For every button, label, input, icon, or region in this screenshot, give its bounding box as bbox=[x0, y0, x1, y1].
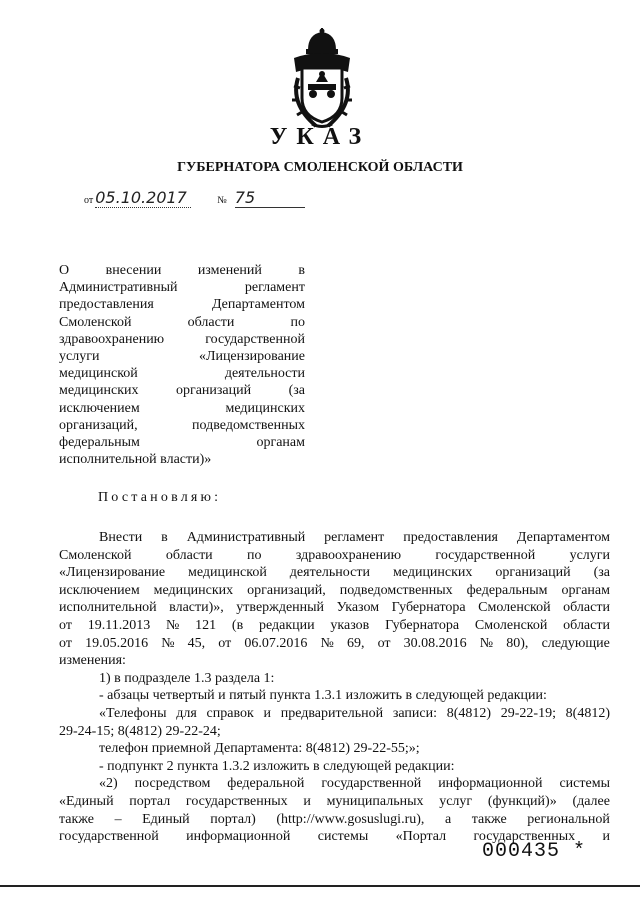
subject-word: Департаментом bbox=[211, 297, 305, 313]
body-word: федеральным bbox=[466, 582, 548, 598]
subject-line bbox=[59, 314, 305, 331]
subject-word: в bbox=[298, 263, 305, 278]
body-word: Департаментом bbox=[516, 530, 610, 545]
body-word: (http://www.gosuslugi.ru), bbox=[276, 811, 425, 827]
body-line bbox=[59, 687, 610, 705]
body-word: 80), bbox=[506, 635, 529, 651]
subject-word: (за bbox=[288, 383, 305, 399]
subject-word: исключением bbox=[59, 400, 140, 416]
subject-word: органам bbox=[256, 435, 305, 451]
body-word: деятельности bbox=[289, 565, 370, 581]
body-line bbox=[59, 599, 610, 617]
subject-word: государственной bbox=[205, 331, 305, 347]
body-word: № bbox=[320, 635, 334, 651]
body-word: Административный bbox=[186, 530, 306, 545]
subject-line bbox=[59, 296, 305, 313]
body-word: «2) bbox=[99, 776, 118, 792]
body-word: Единый bbox=[142, 811, 190, 827]
subject-word: федеральным bbox=[59, 435, 140, 451]
body-word: органам bbox=[561, 582, 610, 598]
body-word: (за bbox=[593, 565, 610, 581]
body-word: утвержденный bbox=[236, 600, 325, 616]
subject-word: предоставления bbox=[59, 297, 154, 313]
body-word: записи: bbox=[392, 705, 438, 721]
body-word: Смоленской bbox=[474, 617, 548, 633]
body-word: Губернатора bbox=[385, 617, 460, 633]
decree-body bbox=[59, 529, 610, 846]
body-word: государственной bbox=[435, 547, 536, 563]
body-word: предварительной bbox=[280, 705, 384, 721]
bottom-rule bbox=[0, 885, 640, 887]
body-word: информационной bbox=[438, 776, 543, 792]
body-word: системы bbox=[559, 776, 610, 792]
body-line bbox=[59, 547, 610, 565]
subject-line bbox=[59, 451, 305, 468]
subject-line bbox=[59, 262, 305, 279]
body-line bbox=[59, 564, 610, 582]
body-line bbox=[59, 811, 610, 829]
body-line bbox=[59, 617, 610, 635]
subject-line bbox=[59, 365, 305, 382]
body-line bbox=[59, 582, 610, 600]
body-line bbox=[59, 705, 610, 723]
body-word: медицинской bbox=[188, 565, 267, 581]
subject-word: по bbox=[290, 314, 305, 330]
body-word: указов bbox=[330, 617, 370, 633]
body-word: от bbox=[377, 635, 391, 651]
body-word: области bbox=[165, 547, 213, 563]
body-word: области bbox=[563, 600, 610, 616]
number-value: 75 bbox=[235, 188, 305, 208]
body-word: государственных bbox=[185, 793, 288, 809]
body-word: области bbox=[563, 617, 610, 633]
subject-word: подведомственных bbox=[192, 417, 305, 433]
date-value: 05.10.2017 bbox=[95, 188, 191, 208]
body-word: (функций)» bbox=[487, 793, 557, 809]
body-line bbox=[59, 529, 610, 547]
coat-of-arms-icon bbox=[286, 28, 358, 130]
body-word: «Портал bbox=[395, 829, 447, 845]
body-word: организаций bbox=[495, 565, 571, 581]
body-word: Смоленской bbox=[478, 600, 551, 616]
subject-word: здравоохранению bbox=[59, 331, 165, 347]
subject-word: внесении bbox=[105, 263, 162, 278]
body-word: 19.11.2013 bbox=[87, 617, 151, 633]
body-word: услуг bbox=[439, 793, 473, 809]
body-word: от bbox=[59, 635, 72, 651]
body-word: 29-24-15; 8(4812) 29-22-24; bbox=[59, 723, 221, 739]
body-word: от bbox=[218, 635, 232, 651]
body-word: «Телефоны bbox=[99, 705, 167, 721]
body-word: - подпункт 2 пункта 1.3.2 изложить в следующей редакции: bbox=[99, 758, 455, 774]
body-word: 1) в подразделе 1.3 раздела 1: bbox=[99, 670, 275, 686]
body-word: власти)», bbox=[169, 600, 224, 616]
dateline bbox=[84, 188, 305, 208]
body-word: редакции bbox=[258, 617, 315, 633]
body-line bbox=[59, 652, 610, 670]
body-word: в bbox=[161, 530, 168, 545]
body-word: посредством bbox=[134, 776, 211, 792]
serial-number: 000435 * bbox=[482, 840, 587, 863]
body-word: портал bbox=[129, 793, 171, 809]
subject-word: области bbox=[187, 314, 235, 330]
subject-word: Административный bbox=[59, 280, 178, 296]
body-line bbox=[59, 758, 610, 776]
body-word: 69, bbox=[346, 635, 365, 651]
body-word: № bbox=[165, 617, 180, 633]
body-word: по bbox=[247, 547, 262, 563]
body-word: информационной bbox=[186, 829, 291, 845]
body-line bbox=[59, 723, 610, 741]
body-word: федеральной bbox=[227, 776, 305, 792]
body-word: регламент bbox=[324, 530, 385, 545]
body-word: 121 bbox=[195, 617, 217, 633]
body-word: организаций, bbox=[247, 582, 326, 598]
body-word: «Лицензирование bbox=[59, 565, 166, 581]
body-line bbox=[59, 793, 610, 811]
body-word: и bbox=[303, 793, 311, 809]
body-word: портал) bbox=[210, 811, 256, 827]
body-word: исполнительной bbox=[59, 600, 157, 616]
date-label: от bbox=[84, 195, 94, 206]
body-word: - абзацы четвертый и пятый пункта 1.3.1 изложить в следующей редакции: bbox=[99, 688, 547, 704]
body-word: 30.08.2016 bbox=[403, 635, 467, 651]
body-word: также bbox=[59, 811, 95, 827]
body-word: муниципальных bbox=[326, 793, 424, 809]
subject-word: организаций, bbox=[59, 417, 138, 433]
body-line bbox=[59, 635, 610, 653]
subject-word: О bbox=[59, 263, 70, 278]
body-word: № bbox=[479, 635, 494, 651]
subject-block bbox=[59, 262, 305, 468]
subject-line bbox=[59, 331, 305, 348]
body-word: 45, bbox=[187, 635, 206, 651]
subject-line bbox=[59, 348, 305, 365]
body-word: изменения: bbox=[59, 653, 126, 669]
body-word: для bbox=[176, 705, 197, 721]
body-word: 8(4812) bbox=[565, 705, 610, 721]
body-word: 29-22-19; bbox=[500, 705, 556, 721]
body-word: а bbox=[444, 811, 452, 827]
body-word: и bbox=[602, 829, 610, 845]
body-word: государственных bbox=[473, 829, 576, 845]
body-line bbox=[59, 670, 610, 688]
body-word: от bbox=[59, 617, 72, 633]
body-word: следующие bbox=[541, 635, 610, 651]
body-word: Губернатора bbox=[391, 600, 466, 616]
subject-word: регламент bbox=[244, 280, 305, 296]
body-word: медицинских bbox=[153, 582, 234, 598]
body-word: системы bbox=[317, 829, 369, 845]
body-word: исключением bbox=[59, 582, 140, 598]
body-word: Внести bbox=[99, 530, 143, 545]
body-word: государственной bbox=[59, 829, 159, 845]
subject-word: медицинских bbox=[225, 400, 305, 416]
body-word: медицинских bbox=[392, 565, 473, 581]
body-word: телефон приемной Департамента: 8(4812) 29-22-55;»; bbox=[99, 741, 420, 757]
body-word: «Единый bbox=[59, 793, 114, 809]
subject-word: изменений bbox=[197, 263, 262, 278]
body-word: справок bbox=[206, 705, 254, 721]
body-word: региональной bbox=[527, 811, 610, 827]
body-word: государственной bbox=[321, 776, 422, 792]
number-label: № bbox=[217, 195, 227, 206]
body-word: и bbox=[263, 705, 271, 721]
body-word: Указом bbox=[336, 600, 380, 616]
body-word: 06.07.2016 bbox=[244, 635, 308, 651]
body-word: (в bbox=[231, 617, 244, 633]
subject-line bbox=[59, 400, 305, 417]
subject-line bbox=[59, 417, 305, 434]
body-word: 19.05.2016 bbox=[85, 635, 149, 651]
subject-line bbox=[59, 434, 305, 451]
decree-word: Постановляю: bbox=[98, 490, 222, 505]
body-word: здравоохранению bbox=[295, 547, 402, 563]
page-title: УКАЗ bbox=[269, 124, 371, 150]
body-word: 8(4812) bbox=[446, 705, 492, 721]
subject-word: медицинской bbox=[59, 366, 138, 382]
subject-word: медицинских bbox=[59, 383, 139, 399]
body-word: также bbox=[471, 811, 507, 827]
subject-word: Смоленской bbox=[59, 314, 132, 330]
subject-line bbox=[59, 279, 305, 296]
subject-word: исполнительной власти)» bbox=[59, 452, 212, 468]
body-word: (далее bbox=[572, 793, 610, 809]
subject-word: услуги bbox=[59, 349, 100, 365]
body-line bbox=[59, 740, 610, 758]
subject-line bbox=[59, 382, 305, 399]
subject-word: организаций bbox=[175, 383, 252, 399]
body-word: услуги bbox=[569, 547, 610, 563]
body-word: – bbox=[114, 811, 122, 827]
body-line bbox=[59, 775, 610, 793]
body-word: Смоленской bbox=[59, 547, 132, 563]
subject-word: «Лицензирование bbox=[198, 349, 305, 365]
page-subtitle: ГУБЕРНАТОРА СМОЛЕНСКОЙ ОБЛАСТИ bbox=[177, 160, 463, 175]
body-word: предоставления bbox=[403, 530, 498, 545]
body-word: подведомственных bbox=[339, 582, 453, 598]
subject-word: деятельности bbox=[224, 366, 305, 382]
body-word: № bbox=[161, 635, 175, 651]
